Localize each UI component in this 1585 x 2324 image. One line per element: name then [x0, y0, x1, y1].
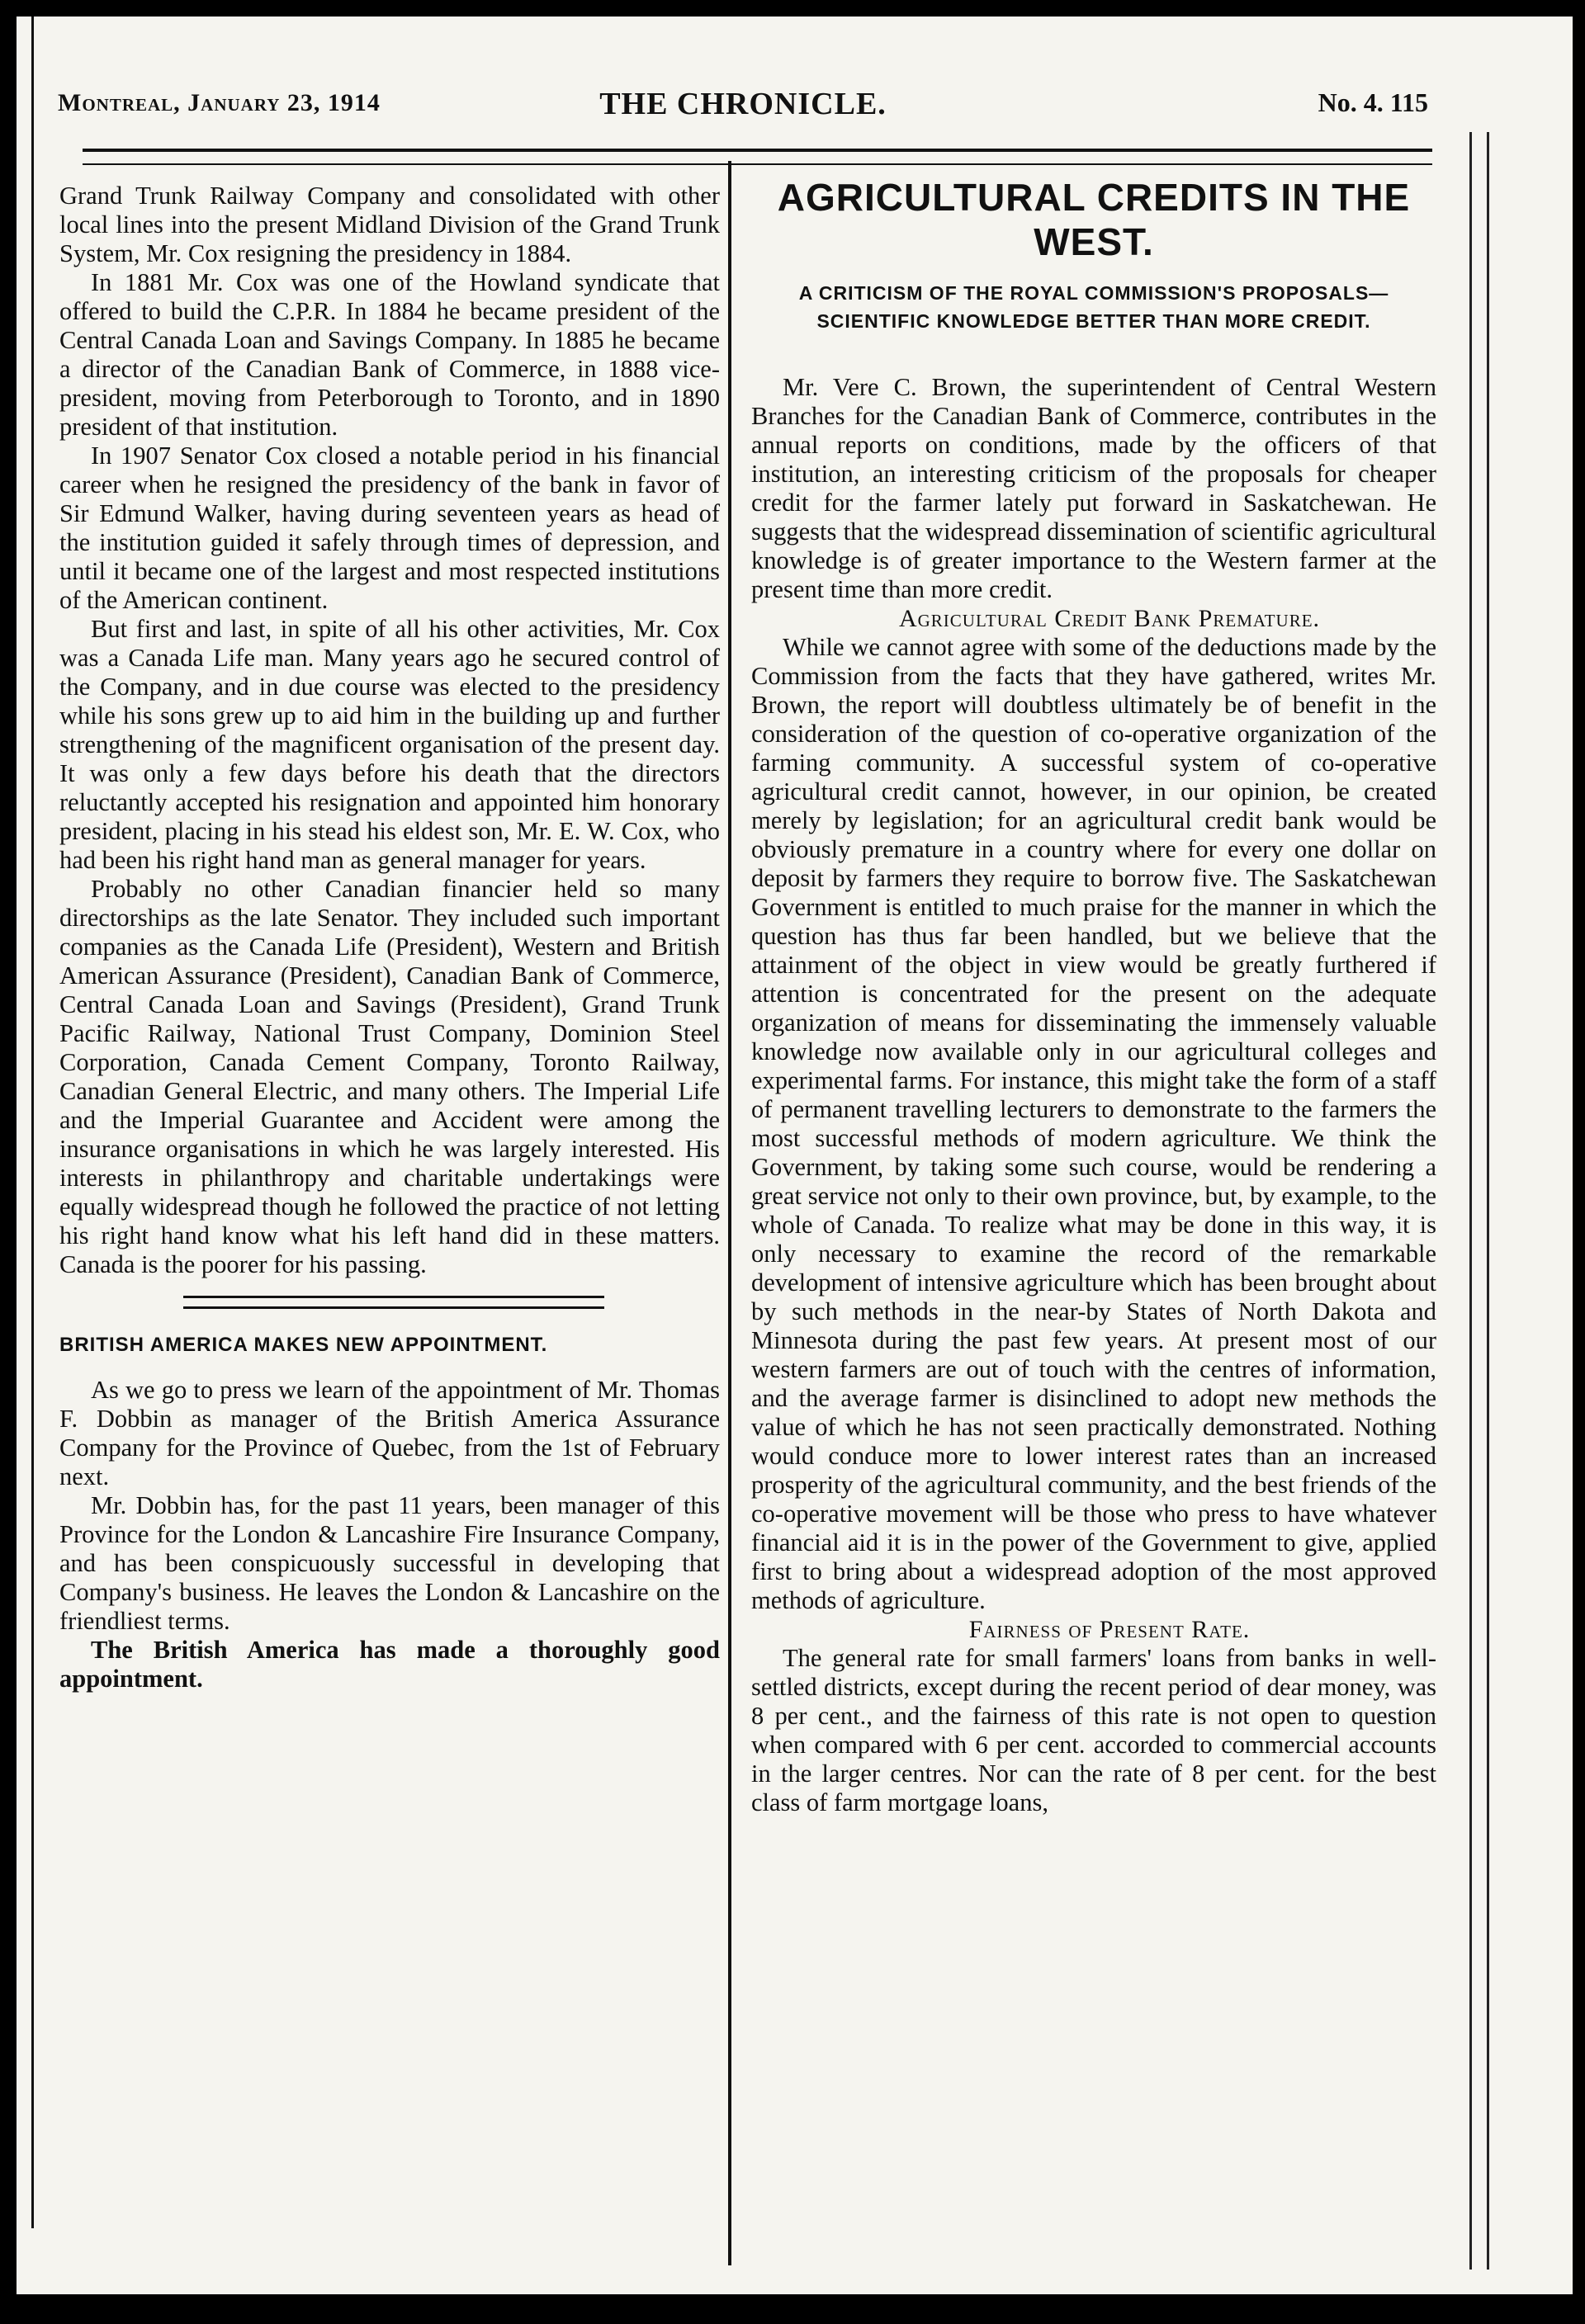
section-heading: Agricultural Credit Bank Premature. — [898, 605, 1321, 632]
article-intro: Mr. Vere C. Brown, the superintendent of Central Western Branches for the Canadian Bank of Commerce, contributes in the annual reports on conditions, made by the officers of that institution, an interesting criticism of the proposals for cheaper credit for the farmer lately put forward in Saskatchewan. He suggests that the widespread dissemination of scientific agricultural knowledge is of greater importance to the Western farmer at the present time than more credit. — [751, 373, 1436, 603]
paragraph: Probably no other Canadian financier held so many directorships as the late Senator. They included such important companies as the Canada Life (President), Western and British American Assurance (President), Canadian Bank of Commerce, Central Canada Loan and Savings (President), Grand Trunk Pacific Railway, National Trust Company, Dominion Steel Corporation, Canada Cement Company, Toronto Railway, Canadian General Electric, and many others. The Imperial Life and the Imperial Guarantee and Accident were among the insurance organisations in which he was largely interested. His interests in philanthropy and charitable undertakings were equally widespread though he followed the practice of not letting his right hand know what his left hand did in these matters. Canada is the poorer for his passing. — [59, 875, 720, 1278]
header-issue-page: No. 4. 115 — [1318, 87, 1428, 117]
article-subheadline: A CRITICISM OF THE ROYAL COMMISSION'S PROPOSALS—SCIENTIFIC KNOWLEDGE BETTER THAN MORE CREDIT. — [798, 282, 1389, 332]
paragraph: The general rate for small farmers' loans from banks in well-settled districts, except during the recent period of dear money, was 8 per cent., and the fairness of this rate is not open to question when compared with 6 per cent. accorded to commercial accounts in the larger centres. Nor can the rate of 8 per cent. for the best class of farm mortgage loans, — [751, 1644, 1436, 1816]
left-column — [59, 182, 720, 1693]
paragraph: While we cannot agree with some of the deductions made by the Commission from the facts that they have gathered, writes Mr. Brown, the report will doubtless ultimately be of benefit in the consideration of the question of co-operative organization of the farming community. A successful system of co-operative agricultural credit cannot, however, in our opinion, be created merely by legislation; for an agricultural credit bank would be obviously premature in a country where for every one dollar on deposit by farmers they require to borrow five. The Saskatchewan Government is entitled to much praise for the manner in which the question has thus far been handled, but we believe that the attainment of the object in view would be greatly furthered if attention is concentrated for the present on the adequate organization of means for disseminating the immensely valuable knowledge now available only in our agricultural colleges and experimental farms. For instance, this might take the form of a staff of permanent travelling lecturers to demonstrate to the farmers the most successful methods of modern agriculture. We think the Government, by taking some such course, would be rendering a great service not only to their own province, but, by example, to the whole of Canada. To realize what may be done in this way, it is only necessary to examine the record of the remarkable development of intensive agriculture which has been brought about by such methods in the near-by States of North Dakota and Minnesota during the past few years. At present most of our western farmers are out of touch with the centres of information, and the average farmer is disinclined to adopt new methods the value of which he has not seen practically demonstrated. Nothing would conduce more to lower interest rates than an increased prosperity of the agricultural community, and the best friends of the co-operative movement will be those who press to have whatever financial aid it is in the power of the Government to give, applied first to bring about a widespread adoption of the most approved methods of agriculture. — [751, 633, 1436, 1614]
header-title: THE CHRONICLE. — [599, 87, 887, 121]
paragraph: Mr. Dobbin has, for the past 11 years, been manager of this Province for the London & Lancashire Fire Insurance Company, and has been conspicuously successful in developing that Company's business. He leaves the London & Lancashire on the friendliest terms. — [59, 1491, 720, 1635]
british-america-heading: BRITISH AMERICA MAKES NEW APPOINTMENT. — [59, 1334, 548, 1356]
header-rule — [83, 149, 1432, 165]
paragraph: In 1907 Senator Cox closed a notable period in his financial career when he resigned the presidency of the bank in favor of Sir Edmund Walker, having during seventeen years as head of the institution guided it safely through times of depression, and until it became one of the largest and most respected institutions of the American continent. — [59, 442, 720, 614]
page-right-border — [1469, 132, 1489, 2270]
page-left-border — [17, 17, 34, 2228]
paragraph: As we go to press we learn of the appointment of Mr. Thomas F. Dobbin as manager of the British America Assurance Company for the Province of Quebec, from the 1st of February next. — [59, 1376, 720, 1490]
article-headline: AGRICULTURAL CREDITS IN THE WEST. — [777, 176, 1411, 263]
section-heading: Fairness of Present Rate. — [968, 1616, 1251, 1643]
paragraph: The British America has made a thoroughly good appointment. — [59, 1636, 720, 1693]
paragraph: In 1881 Mr. Cox was one of the Howland syndicate that offered to build the C.P.R. In 1884 he became president of the Central Canada Loan and Savings Company. In 1885 he became a director of the Canadian Bank of Commerce, in 1888 vice-president, moving from Peterborough to Toronto, and in 1890 president of that institution. — [59, 268, 720, 441]
column-divider — [728, 161, 731, 2265]
page-header — [58, 74, 1428, 121]
paragraph: But first and last, in spite of all his other activities, Mr. Cox was a Canada Life man. Many years ago he secured control of the Company, and in due course was elected to the presidency while his sons grew up to aid him in the building up and further strengthening of the magnificent organisation of the present day. It was only a few days before his death that the directors reluctantly accepted his resignation and appointed him honorary president, placing in his stead his eldest son, Mr. E. W. Cox, who had been his right hand man as general manager for years. — [59, 615, 720, 874]
right-column — [751, 165, 1436, 1817]
newspaper-page — [17, 17, 1573, 2294]
paragraph: Grand Trunk Railway Company and consolidated with other local lines into the present Midland Division of the Grand Trunk System, Mr. Cox resigning the presidency in 1884. — [59, 182, 720, 267]
header-dateline: Montreal, January 23, 1914 — [58, 89, 381, 116]
section-separator — [183, 1296, 604, 1309]
